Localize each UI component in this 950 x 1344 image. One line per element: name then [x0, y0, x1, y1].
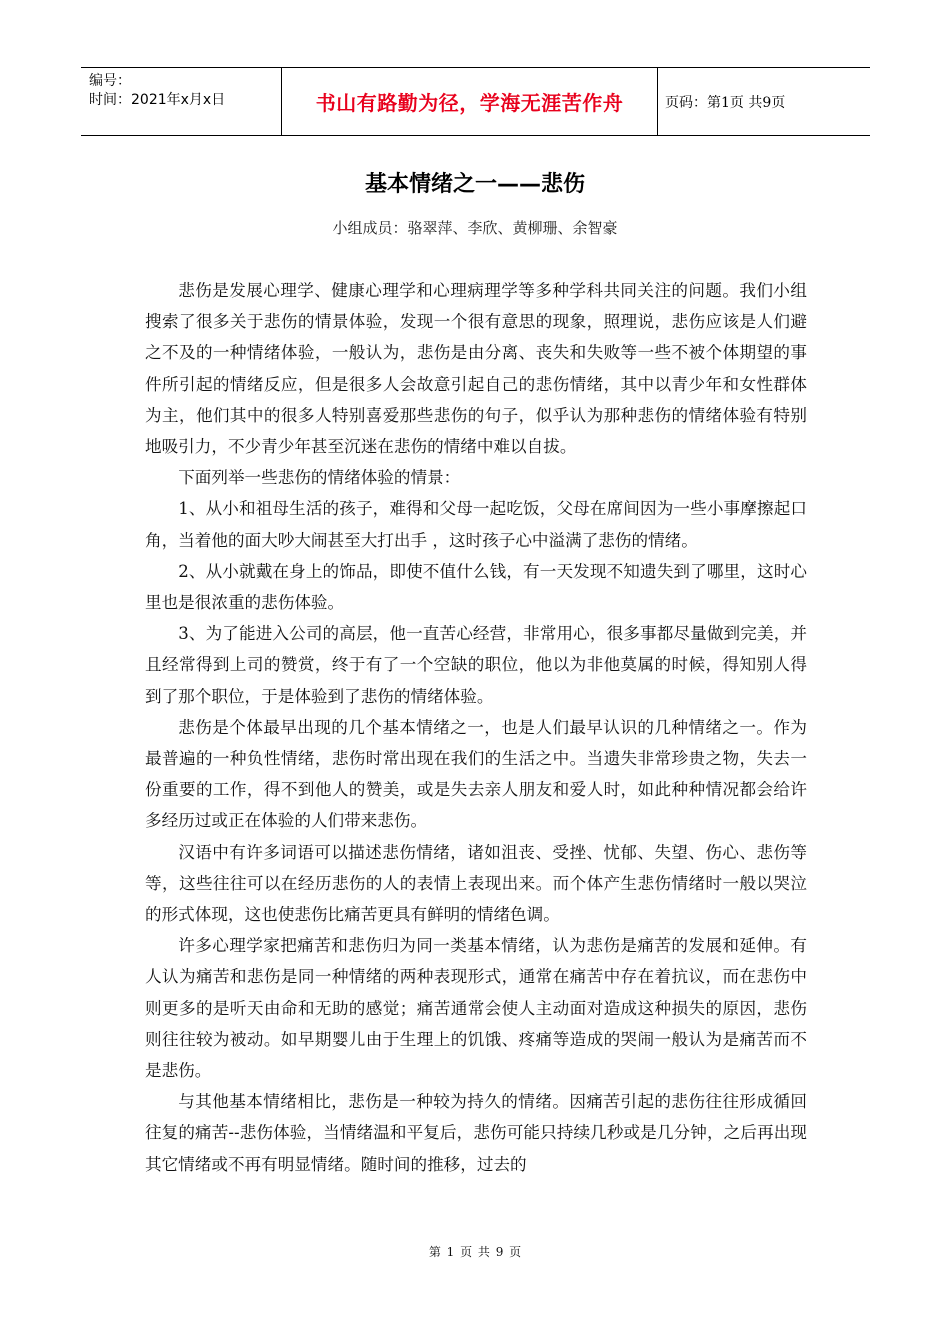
- document-date: 时间：2021年x月x日: [89, 92, 226, 108]
- page-header: [81, 67, 870, 136]
- body-paragraph: 3、为了能进入公司的高层，他一直苦心经营，非常用心，很多事都尽量做到完美，并且经常得到上司的赞赏，终于有了一个空缺的职位，他以为非他莫属的时候，得知别人得到了那个职位，于是体验到了悲伤的情绪体验。: [145, 624, 807, 706]
- header-motto: 书山有路勤为径，学海无涯苦作舟: [281, 68, 658, 135]
- body-paragraph: 下面列举一些悲伤的情绪体验的情景：: [178, 468, 461, 488]
- body-paragraph: 许多心理学家把痛苦和悲伤归为同一类基本情绪，认为悲伤是痛苦的发展和延伸。有人认为痛苦和悲伤是同一种情绪的两种表现形式，通常在痛苦中存在着抗议，而在悲伤中则更多的是听天由命和无助的感觉；痛苦通常会使人主动面对造成这种损失的原因，悲伤则往往较为被动。如早期婴儿由于生理上的饥饿、疼痛等造成的哭闹一般认为是痛苦而不是悲伤。: [145, 936, 807, 1081]
- body-paragraph: 悲伤是发展心理学、健康心理学和心理病理学等多种学科共同关注的问题。我们小组搜索了很多关于悲伤的情景体验，发现一个很有意思的现象，照理说，悲伤应该是人们避之不及的一种情绪体验，一般认为，悲伤是由分离、丧失和失败等一些不被个体期望的事件所引起的情绪反应，但是很多人会故意引起自己的悲伤情绪，其中以青少年和女性群体为主，他们其中的很多人特别喜爱那些悲伤的句子，似乎认为那种悲伤的情绪体验有特别地吸引力，不少青少年甚至沉迷在悲伤的情绪中难以自拔。: [145, 281, 807, 457]
- document-title: 基本情绪之一——悲伤: [364, 172, 585, 197]
- body-paragraph: 1、从小和祖母生活的孩子，难得和父母一起吃饭，父母在席间因为一些小事摩擦起口角，当着他的面大吵大闹甚至大打出手 ，这时孩子心中溢满了悲伤的情绪。: [145, 499, 807, 550]
- header-meta: [81, 68, 281, 135]
- document-body: [145, 275, 807, 1180]
- body-paragraph: 汉语中有许多词语可以描述悲伤情绪，诸如沮丧、受挫、忧郁、失望、伤心、悲伤等等，这些往往可以在经历悲伤的人的表情上表现出来。而个体产生悲伤情绪时一般以哭泣的形式体现，这也使悲伤比痛苦更具有鲜明的情绪色调。: [145, 842, 807, 925]
- document-code-label: 编号：: [89, 73, 131, 89]
- page-footer-number: 第 1 页 共 9 页: [428, 1245, 522, 1259]
- group-members: 小组成员：骆翠萍、李欣、黄柳珊、余智豪: [332, 219, 618, 237]
- header-page-info: 页码：第1页 共9页: [665, 94, 786, 111]
- body-paragraph: 与其他基本情绪相比，悲伤是一种较为持久的情绪。因痛苦引起的悲伤往往形成循回往复的痛苦--悲伤体验，当情绪温和平复后，悲伤可能只持续几秒或是几分钟，之后再出现其它情绪或不再有明显情绪。随时间的推移，过去的: [145, 1092, 807, 1174]
- body-paragraph: 悲伤是个体最早出现的几个基本情绪之一，也是人们最早认识的几种情绪之一。作为最普遍的一种负性情绪，悲伤时常出现在我们的生活之中。当遗失非常珍贵之物，失去一份重要的工作，得不到他人的赞美，或是失去亲人朋友和爱人时，如此种种情况都会给许多经历过或正在体验的人们带来悲伤。: [145, 717, 807, 831]
- body-paragraph: 2、从小就戴在身上的饰品，即使不值什么钱，有一天发现不知遗失到了哪里，这时心里也是很浓重的悲伤体验。: [145, 561, 807, 613]
